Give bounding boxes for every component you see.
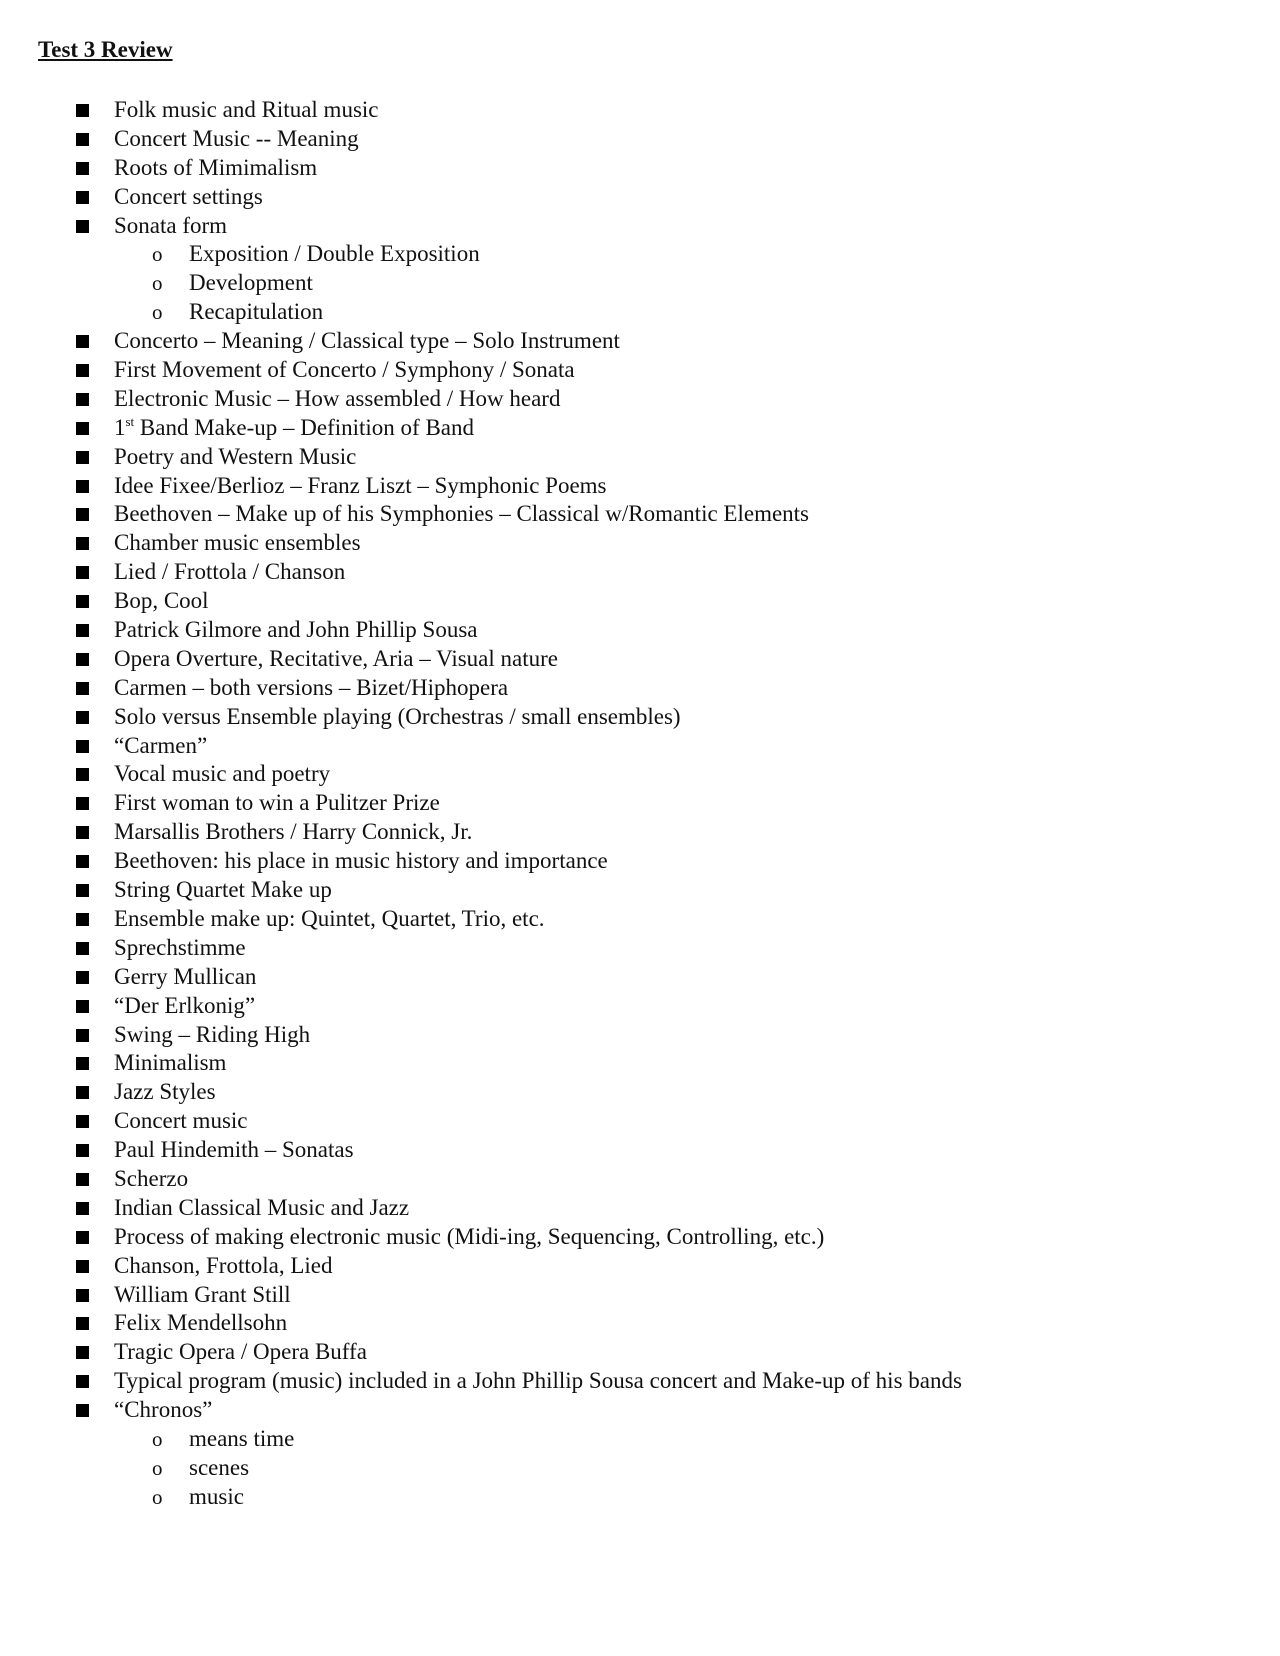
- list-item-text: Solo versus Ensemble playing (Orchestras / small ensembles): [114, 703, 681, 729]
- square-bullet-icon: [76, 797, 89, 810]
- list-item-text: Paul Hindemith – Sonatas: [114, 1137, 354, 1163]
- list-item-text: Sprechstimme: [114, 934, 246, 960]
- page-title: Test 3 Review: [38, 37, 173, 62]
- list-item-text: Process of making electronic music (Midi-ing, Sequencing, Controlling, etc.): [114, 1223, 825, 1249]
- square-bullet-icon: [76, 1289, 89, 1302]
- square-bullet-icon: [76, 1115, 89, 1128]
- list-item-text: Minimalism: [114, 1050, 227, 1076]
- square-bullet-icon: [76, 364, 89, 377]
- square-bullet-icon: [76, 162, 89, 175]
- square-bullet-icon: [76, 1231, 89, 1244]
- list-item-text: Beethoven: his place in music history and importance: [114, 848, 608, 874]
- list-item-text: Chanson, Frottola, Lied: [114, 1252, 333, 1278]
- list-item-text: Patrick Gilmore and John Phillip Sousa: [114, 617, 478, 643]
- list-item-text: Recapitulation: [189, 299, 324, 325]
- square-bullet-icon: [76, 595, 89, 608]
- list-item-text: Jazz Styles: [114, 1079, 216, 1105]
- square-bullet-icon: [76, 1057, 89, 1070]
- list-item-text: Vocal music and poetry: [114, 761, 331, 787]
- square-bullet-icon: [76, 1144, 89, 1157]
- square-bullet-icon: [76, 566, 89, 579]
- square-bullet-icon: [76, 1202, 89, 1215]
- list-item-text: Indian Classical Music and Jazz: [114, 1194, 410, 1220]
- square-bullet-icon: [76, 884, 89, 897]
- list-item-text: means time: [189, 1425, 295, 1451]
- square-bullet-icon: [76, 537, 89, 550]
- square-bullet-icon: [76, 422, 89, 435]
- list-item-text: First woman to win a Pulitzer Prize: [114, 790, 440, 816]
- square-bullet-icon: [76, 942, 89, 955]
- square-bullet-icon: [76, 682, 89, 695]
- list-item-text: “Chronos”: [114, 1397, 213, 1423]
- list-item-text: Concert music: [114, 1108, 248, 1134]
- square-bullet-icon: [76, 1173, 89, 1186]
- list-item-text: “Carmen”: [114, 732, 208, 758]
- square-bullet-icon: [76, 220, 89, 233]
- square-bullet-icon: [76, 826, 89, 839]
- list-item-text: Ensemble make up: Quintet, Quartet, Trio, etc.: [114, 905, 545, 931]
- square-bullet-icon: [76, 1000, 89, 1013]
- square-bullet-icon: [76, 1086, 89, 1099]
- square-bullet-icon: [76, 508, 89, 521]
- list-item-text: Swing – Riding High: [114, 1021, 311, 1047]
- list-item-text: Tragic Opera / Opera Buffa: [114, 1339, 367, 1365]
- square-bullet-icon: [76, 653, 89, 666]
- list-item-text: Concert Music -- Meaning: [114, 125, 359, 151]
- list-item-text: String Quartet Make up: [114, 877, 332, 903]
- square-bullet-icon: [76, 1404, 89, 1417]
- square-bullet-icon: [76, 104, 89, 117]
- square-bullet-icon: [76, 740, 89, 753]
- circle-bullet-icon: o: [152, 1455, 163, 1480]
- list-item-text: music: [189, 1483, 244, 1509]
- list-item-text: [114, 414, 474, 443]
- list-item-text: Marsallis Brothers / Harry Connick, Jr.: [114, 819, 473, 845]
- square-bullet-icon: [76, 335, 89, 348]
- list-item-text: Carmen – both versions – Bizet/Hiphopera: [114, 674, 509, 700]
- list-item-text: Scherzo: [114, 1165, 189, 1191]
- list-item-text: Folk music and Ritual music: [114, 97, 379, 122]
- circle-bullet-icon: o: [152, 242, 163, 267]
- square-bullet-icon: [76, 1346, 89, 1359]
- list-item-text: Sonata form: [114, 212, 228, 238]
- circle-bullet-icon: o: [152, 1426, 163, 1451]
- list-item-text: Bop, Cool: [114, 588, 209, 614]
- list-item-text: Roots of Mimimalism: [114, 154, 318, 180]
- circle-bullet-icon: o: [152, 271, 163, 296]
- square-bullet-icon: [76, 1029, 89, 1042]
- list-item-text: Felix Mendellsohn: [114, 1310, 288, 1336]
- list-item-text: Beethoven – Make up of his Symphonies – Classical w/Romantic Elements: [114, 501, 810, 527]
- list-item-text: Idee Fixee/Berlioz – Franz Liszt – Symphonic Poems: [114, 472, 607, 498]
- list-item-text: Lied / Frottola / Chanson: [114, 559, 346, 585]
- square-bullet-icon: [76, 913, 89, 926]
- circle-bullet-icon: o: [152, 1484, 163, 1509]
- square-bullet-icon: [76, 480, 89, 493]
- list-item-text: Electronic Music – How assembled / How heard: [114, 385, 561, 411]
- square-bullet-icon: [76, 624, 89, 637]
- circle-bullet-icon: o: [152, 300, 163, 325]
- list-item-text: William Grant Still: [114, 1281, 291, 1307]
- square-bullet-icon: [76, 971, 89, 984]
- list-item-text: Concerto – Meaning / Classical type – Solo Instrument: [114, 328, 620, 354]
- ordinal-number: 1: [114, 414, 126, 440]
- list-item-text: Opera Overture, Recitative, Aria – Visual nature: [114, 645, 558, 671]
- square-bullet-icon: [76, 768, 89, 781]
- list-item-text: Development: [189, 270, 313, 296]
- square-bullet-icon: [76, 393, 89, 406]
- list-item-text: scenes: [189, 1454, 250, 1480]
- square-bullet-icon: [76, 1375, 89, 1388]
- list-item-label: Band Make-up – Definition of Band: [139, 414, 474, 440]
- list-item-text: Gerry Mullican: [114, 963, 257, 989]
- list-item-text: “Der Erlkonig”: [114, 992, 256, 1018]
- square-bullet-icon: [76, 133, 89, 146]
- list-item-text: Typical program (music) included in a John Phillip Sousa concert and Make-up of his bands: [114, 1368, 962, 1394]
- list-item-text: Poetry and Western Music: [114, 443, 357, 469]
- square-bullet-icon: [76, 1260, 89, 1273]
- square-bullet-icon: [76, 855, 89, 868]
- ordinal-suffix: st: [125, 413, 135, 429]
- list-item-text: Exposition / Double Exposition: [189, 241, 480, 267]
- square-bullet-icon: [76, 451, 89, 464]
- list-item-text: First Movement of Concerto / Symphony / Sonata: [114, 357, 575, 383]
- square-bullet-icon: [76, 1317, 89, 1330]
- list-item-text: Chamber music ensembles: [114, 530, 361, 556]
- square-bullet-icon: [76, 191, 89, 204]
- square-bullet-icon: [76, 711, 89, 724]
- list-item-text: Concert settings: [114, 183, 263, 209]
